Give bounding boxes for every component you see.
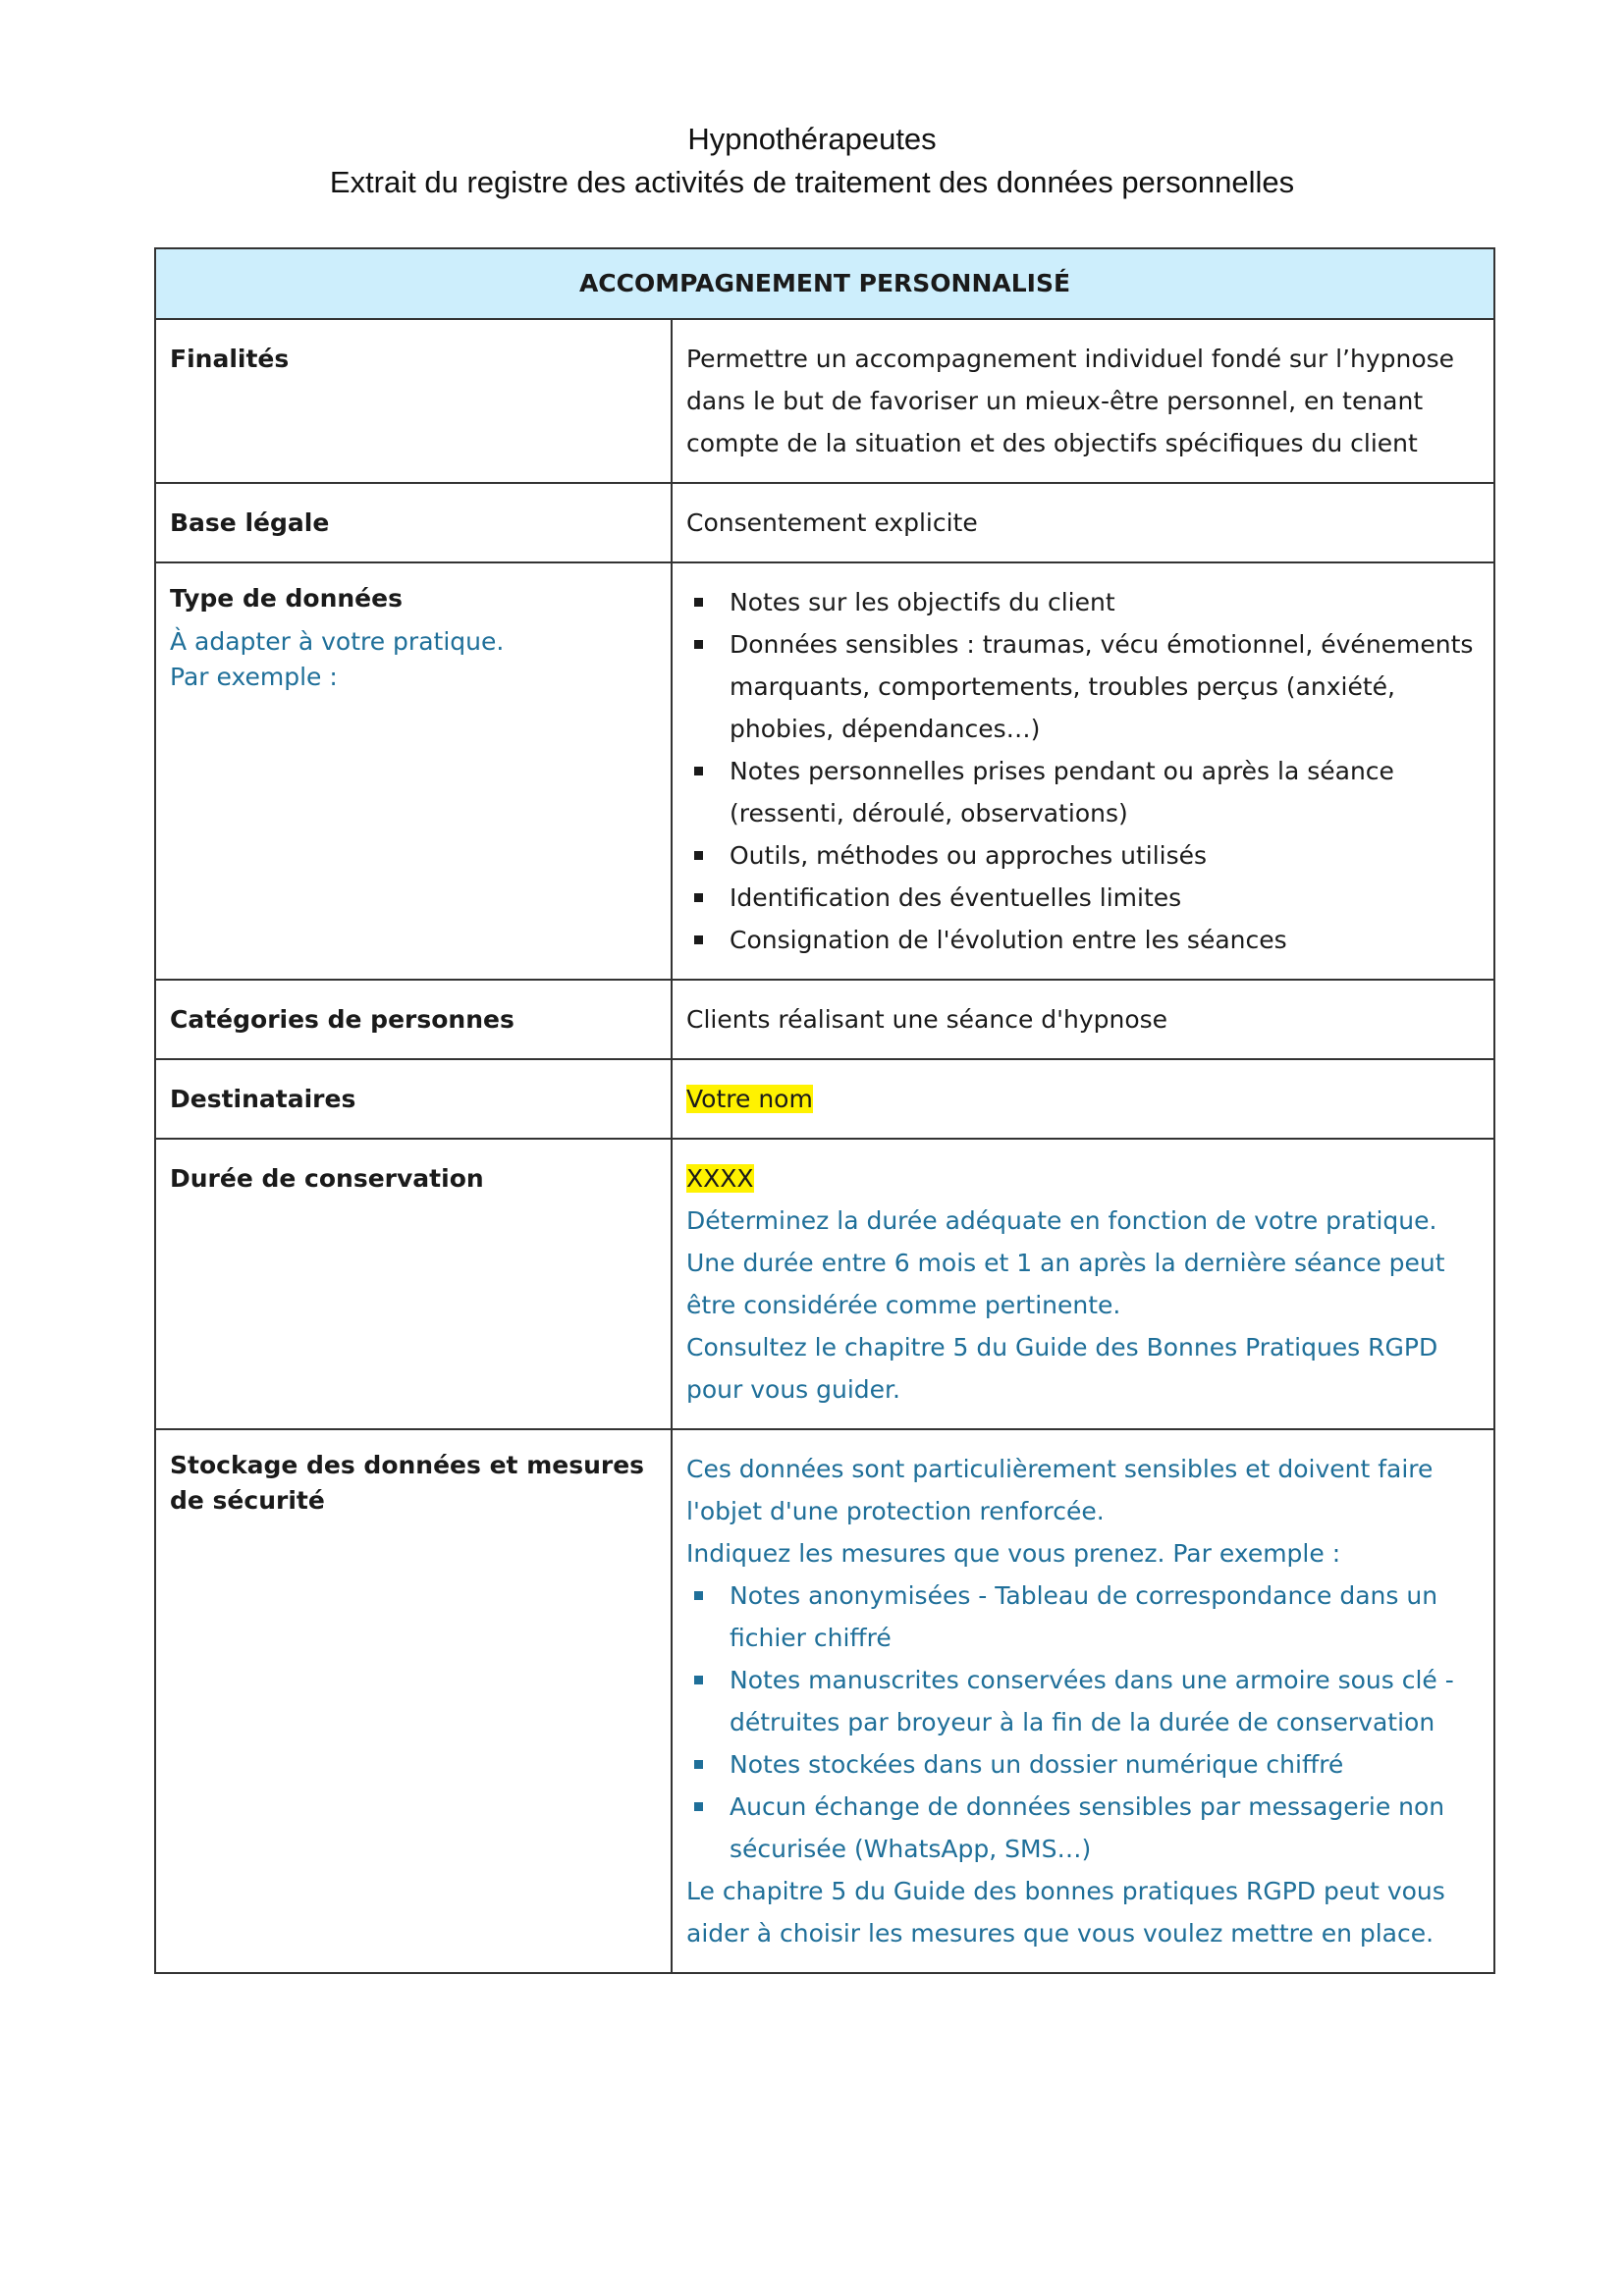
- stockage-outro: Le chapitre 5 du Guide des bonnes pratiques RGPD peut vous aider à choisir les mesures que vous voulez mettre en place.: [686, 1877, 1445, 1948]
- row-finalites: [155, 319, 1494, 483]
- destinataires-label: Destinataires: [155, 1059, 672, 1139]
- section-header-row: [155, 248, 1494, 319]
- duree-label: Durée de conservation: [155, 1139, 672, 1429]
- type-donnees-note-line1: À adapter à votre pratique.: [170, 627, 505, 656]
- base-legale-label: Base légale: [155, 483, 672, 562]
- finalites-value: Permettre un accompagnement individuel fondé sur l’hypnose dans le but de favoriser un mieux-être personnel, en tenant compte de la situation et des objectifs spécifiques du client: [672, 319, 1494, 483]
- type-donnees-note: [170, 624, 657, 695]
- row-destinataires: [155, 1059, 1494, 1139]
- list-item: Données sensibles : traumas, vécu émotionnel, événements marquants, comportements, troubles perçus (anxiété, phobies, dépendances…): [686, 623, 1480, 750]
- list-item: Identification des éventuelles limites: [686, 877, 1480, 919]
- categories-label: Catégories de personnes: [155, 980, 672, 1059]
- type-donnees-list: [686, 581, 1480, 961]
- destinataires-value: [672, 1059, 1494, 1139]
- list-item: Notes sur les objectifs du client: [686, 581, 1480, 623]
- type-donnees-note-line2: Par exemple :: [170, 663, 338, 691]
- type-donnees-value: [672, 562, 1494, 980]
- document-title: [0, 118, 1624, 204]
- duree-placeholder: XXXX: [686, 1164, 754, 1193]
- stockage-value: [672, 1429, 1494, 1973]
- list-item: Aucun échange de données sensibles par messagerie non sécurisée (WhatsApp, SMS…): [686, 1786, 1480, 1870]
- stockage-label: Stockage des données et mesures de sécurité: [155, 1429, 672, 1973]
- base-legale-value: Consentement explicite: [672, 483, 1494, 562]
- row-base-legale: [155, 483, 1494, 562]
- list-item: Outils, méthodes ou approches utilisés: [686, 834, 1480, 877]
- type-donnees-label: [155, 562, 672, 980]
- type-donnees-title: Type de données: [170, 584, 403, 613]
- list-item: Notes manuscrites conservées dans une armoire sous clé - détruites par broyeur à la fin de la durée de conservation: [686, 1659, 1480, 1743]
- list-item: Consignation de l'évolution entre les séances: [686, 919, 1480, 961]
- row-type-donnees: [155, 562, 1494, 980]
- list-item: Notes personnelles prises pendant ou après la séance (ressenti, déroulé, observations): [686, 750, 1480, 834]
- list-item: Notes anonymisées - Tableau de correspondance dans un fichier chiffré: [686, 1575, 1480, 1659]
- document-title-line1: Hypnothérapeutes: [687, 122, 937, 156]
- list-item: Notes stockées dans un dossier numérique chiffré: [686, 1743, 1480, 1786]
- stockage-intro2: Indiquez les mesures que vous prenez. Par exemple :: [686, 1539, 1341, 1568]
- stockage-intro1: Ces données sont particulièrement sensibles et doivent faire l'objet d'une protection renforcée.: [686, 1455, 1434, 1525]
- row-duree: [155, 1139, 1494, 1429]
- destinataires-placeholder: Votre nom: [686, 1085, 813, 1113]
- duree-line3: Consultez le chapitre 5 du Guide des Bonnes Pratiques RGPD pour vous guider.: [686, 1333, 1438, 1404]
- row-stockage: [155, 1429, 1494, 1973]
- row-categories: [155, 980, 1494, 1059]
- finalites-label: Finalités: [155, 319, 672, 483]
- duree-line1: Déterminez la durée adéquate en fonction de votre pratique.: [686, 1206, 1437, 1235]
- document-title-line2: Extrait du registre des activités de traitement des données personnelles: [329, 165, 1295, 199]
- stockage-list: [686, 1575, 1480, 1870]
- duree-line2: Une durée entre 6 mois et 1 an après la dernière séance peut être considérée comme pertinente.: [686, 1249, 1445, 1319]
- section-header: ACCOMPAGNEMENT PERSONNALISÉ: [155, 248, 1494, 319]
- categories-value: Clients réalisant une séance d'hypnose: [672, 980, 1494, 1059]
- duree-value: [672, 1139, 1494, 1429]
- register-table: [154, 247, 1495, 1974]
